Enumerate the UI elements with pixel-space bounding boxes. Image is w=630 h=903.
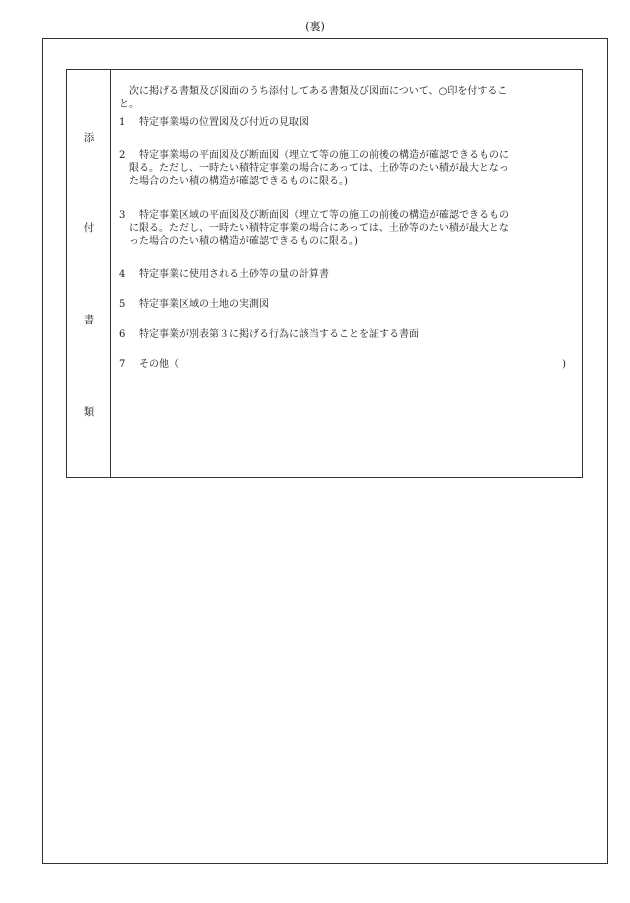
item-text: 特定事業場の位置図及び付近の見取図 [139,117,309,128]
item-text: 限る。ただし、一時たい積特定事業の場合にあっては、土砂等のたい積が最大となっ [129,163,509,174]
item-text: 特定事業が別表第３に掲げる行為に該当することを証する書面 [139,329,419,340]
attachment-item-5 [119,298,577,311]
attachment-item-4 [119,268,577,281]
attachments-heading-column [67,70,111,477]
heading-char-4: 類 [83,406,95,418]
item-number: 6 [119,329,126,340]
item-number: 3 [119,210,126,221]
attachment-item-3 [119,209,577,248]
item-number: 1 [119,117,126,128]
item-text: った場合のたい積の構造が確認できるものに限る。) [129,236,358,247]
intro-line-1: 次に掲げる書類及び図面のうち添付してある書類及び図面について、○印を付するこ [119,86,508,97]
item-text: その他（ [139,359,179,370]
attachments-table [66,69,583,478]
heading-char-1: 添 [83,132,95,144]
item-text: に限る。ただし、一時たい積特定事業の場合にあっては、土砂等のたい積が最大とな [129,223,509,234]
page-side-label: (裏) [305,20,325,33]
attachment-item-2 [119,149,577,188]
attachments-content [111,70,582,477]
item-number: 4 [119,269,126,280]
attachment-item-7 [119,358,577,371]
item-number: 2 [119,150,126,161]
item-number: 7 [119,359,126,370]
heading-char-3: 書 [83,314,95,326]
intro-paragraph [119,85,577,111]
other-close-paren: ) [562,359,566,370]
intro-line-2: と。 [119,99,139,110]
item-number: 5 [119,299,126,310]
item-text: 特定事業場の平面図及び断面図（埋立て等の施工の前後の構造が確認できるものに [139,150,509,161]
attachment-item-6 [119,328,577,341]
item-text: 特定事業区域の土地の実測図 [139,299,269,310]
heading-char-2: 付 [83,222,95,234]
item-text: 特定事業に使用される土砂等の量の計算書 [139,269,329,280]
item-text: た場合のたい積の構造が確認できるものに限る。) [129,176,348,187]
item-text: 特定事業区域の平面図及び断面図（埋立て等の施工の前後の構造が確認できるもの [139,210,509,221]
attachment-item-1 [119,116,577,129]
